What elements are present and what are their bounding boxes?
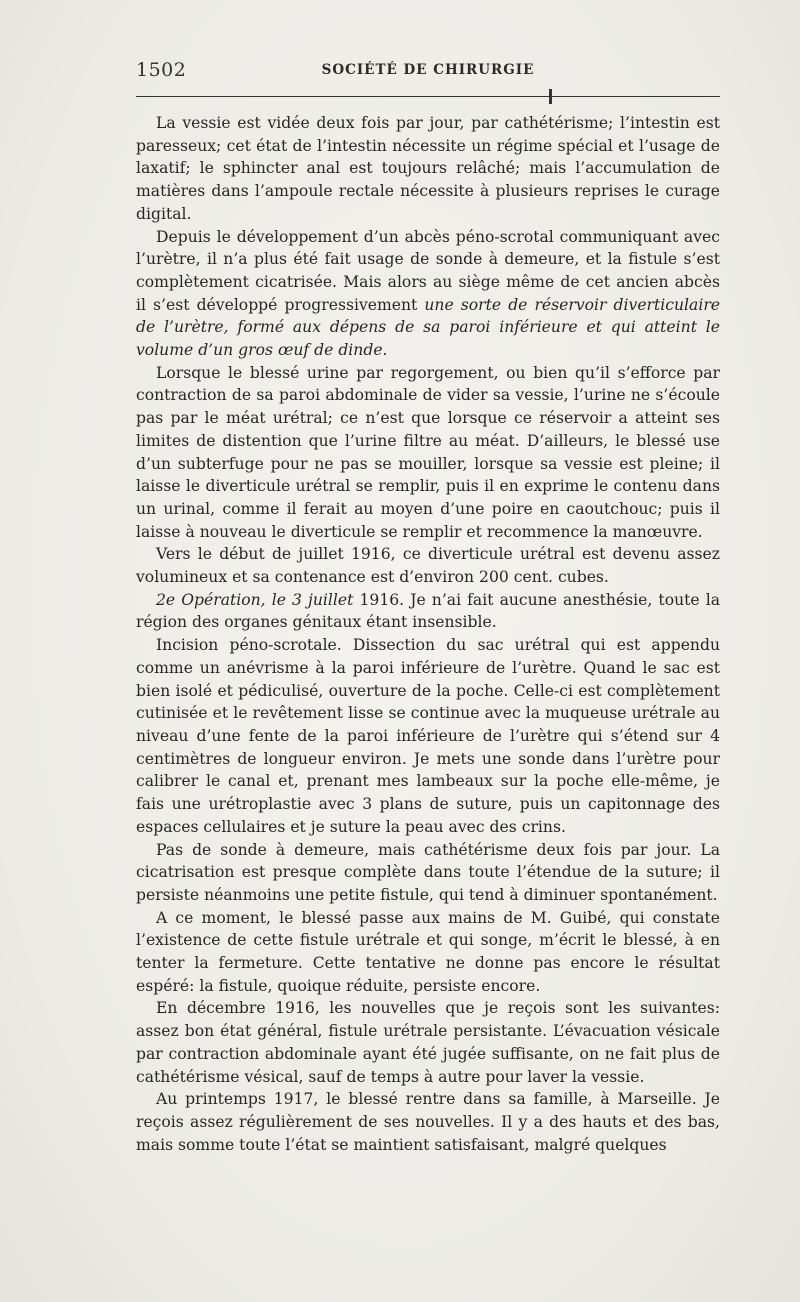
- paragraph-6: Incision péno-scrotale. Dissection du sac urétral qui est appendu comme un anévrisme à la paroi inférieure de l’urètre. Quand le sac est bien isolé et pédiculisé, ouverture de la poche. Celle-ci est complètement cutinisée et le revêtement lisse se continue avec la muqueuse urétrale au niveau d’une fente de la paroi inférieure de l’urètre qui s’étend sur 4 centimètres de longueur environ. Je mets une sonde dans l’urètre pour calibrer le canal et, prenant mes lambeaux sur la poche elle-même, je fais une urétroplastie avec 3 plans de suture, puis un capitonnage des espaces cellulaires et je suture la peau avec des crins.: [136, 636, 720, 836]
- page-number: 1502: [136, 59, 187, 81]
- paragraph-8: A ce moment, le blessé passe aux mains de M. Guibé, qui constate l’existence de cette fistule urétrale et qui songe, m’écrit le blessé, à en tenter la fermeture. Cette tentative ne donne pas encore le résultat espéré: la fistule, quoique réduite, persiste encore.: [136, 908, 720, 995]
- page-header: [136, 56, 720, 86]
- header-rule: [136, 96, 720, 97]
- paragraph-9: En décembre 1916, les nouvelles que je reçois sont les suivantes: assez bon état général, fistule urétrale persistante. L’évacuation vésicale par contraction abdominale ayant été jugée suffisante, on ne fait plus de cathétérisme vésical, sauf de temps à autre pour laver la vessie.: [136, 999, 720, 1086]
- body-text: [136, 112, 720, 1156]
- paragraph-7: Pas de sonde à demeure, mais cathétérisme deux fois par jour. La cicatrisation est presque complète dans toute l’étendue de la suture; il persiste néanmoins une petite fistule, qui tend à diminuer spontanément.: [136, 840, 720, 904]
- paragraph-4: Vers le début de juillet 1916, ce diverticule urétral est devenu assez volumineux et sa contenance est d’environ 200 cent. cubes.: [136, 545, 720, 587]
- paragraph-10: Au printemps 1917, le blessé rentre dans sa famille, à Marseille. Je reçois assez régulièrement de ses nouvelles. Il y a des hauts et des bas, mais somme toute l’état se maintient satisfaisant, malgré quelques: [136, 1090, 720, 1154]
- paragraph-3: Lorsque le blessé urine par regorgement, ou bien qu’il s’efforce par contraction de sa paroi abdominale de vider sa vessie, l’urine ne s’écoule pas par le méat urétral; ce n’est que lorsque ce réservoir a atteint ses limites de distention que l’urine filtre au méat. D’ailleurs, le blessé use d’un subterfuge pour ne pas se mouiller, lorsque sa vessie est pleine; il laisse le diverticule urétral se remplir, puis il en exprime le contenu dans un urinal, comme il ferait au moyen d’une poire en caoutchouc; puis il laisse à nouveau le diverticule se remplir et recommence la manœuvre.: [136, 363, 720, 541]
- paragraph-1: La vessie est vidée deux fois par jour, par cathétérisme; l’intestin est paresseux; cet état de l’intestin nécessite un régime spécial et l’usage de laxatif; le sphincter anal est toujours relâché; mais l’accumulation de matières dans l’ampoule rectale nécessite à plusieurs reprises le curage digital.: [136, 114, 720, 223]
- paragraph-5: 2e Opération, le 3 juillet 1916. Je n’ai fait aucune anesthésie, toute la région des organes génitaux étant insensible.: [136, 590, 721, 632]
- header-rule-mark: [549, 89, 552, 104]
- running-title: SOCIÉTÉ DE CHIRURGIE: [321, 62, 535, 78]
- paragraph-2: Depuis le développement d’un abcès péno-scrotal communiquant avec l’urètre, il n’a plus été fait usage de sonde à demeure, et la fistule s’est complètement cicatrisée. Mais alors au siège même de cet ancien abcès il s’est développé progressivement une sorte de réservoir diverticulaire de l’urètre, formé aux dépens de sa paroi inférieure et qui atteint le volume d’un gros œuf de dinde.: [136, 227, 720, 360]
